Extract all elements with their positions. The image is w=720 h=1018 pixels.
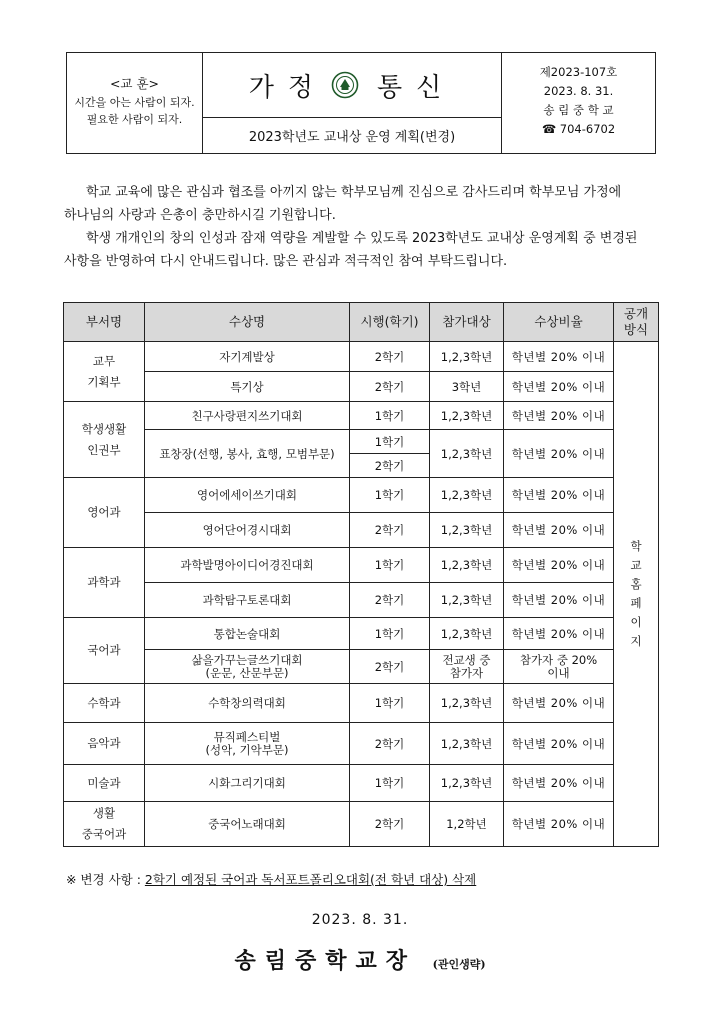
ratio-cell: 학년별 20% 이내 <box>504 802 614 847</box>
award-name: 수학창의력대회 <box>145 684 350 723</box>
table-row <box>64 583 659 618</box>
term-cell: 2학기 <box>350 650 430 684</box>
dept-cell <box>64 402 145 478</box>
dept-name: 학생생활 <box>81 421 127 436</box>
motto-line-1: 시간을 아는 사람이 되자. <box>74 96 195 109</box>
table-row <box>64 723 659 765</box>
newsletter-header <box>66 52 656 154</box>
dept-cell: 미술과 <box>64 765 145 802</box>
ratio-cell: 학년별 20% 이내 <box>504 430 614 478</box>
header-disclosure-line1: 공개 <box>623 306 649 321</box>
newsletter-title <box>203 53 501 118</box>
award-name-line1: 삶을가꾸는글쓰기대회 <box>191 652 303 667</box>
dept-cell <box>64 342 145 402</box>
term-cell: 2학기 <box>350 723 430 765</box>
header-term: 시행(학기) <box>350 303 430 342</box>
table-row <box>64 342 659 372</box>
intro-text <box>64 181 664 273</box>
term-cell: 2학기 <box>350 372 430 402</box>
change-note-body: 2학기 예정된 국어과 독서포트폴리오대회(전 학년 대상) 삭제 <box>144 872 477 887</box>
target-cell: 1,2,3학년 <box>430 765 504 802</box>
target-line1: 전교생 중 <box>442 652 491 667</box>
ratio-cell: 학년별 20% 이내 <box>504 513 614 548</box>
dept-name: 교무 <box>92 353 116 368</box>
award-name: 영어단어경시대회 <box>145 513 350 548</box>
ratio-line1: 참가자 중 20% <box>519 652 598 667</box>
change-note <box>66 870 476 888</box>
award-name <box>145 650 350 684</box>
intro-paragraph-2: 학생 개개인의 창의 인성과 잠재 역량을 계발할 수 있도록 2023학년도 교내상 운영계획 중 변경된 사항을 반영하여 다시 안내드립니다. 많은 관심과 적극적인 참여 부탁드립니다. <box>64 231 638 269</box>
target-cell: 1,2,3학년 <box>430 618 504 650</box>
dept-cell: 영어과 <box>64 478 145 548</box>
target-cell: 1,2,3학년 <box>430 583 504 618</box>
disclosure-char: 학 <box>630 539 642 553</box>
disclosure-method-cell <box>614 342 659 847</box>
dept-name: 생활 <box>92 806 116 820</box>
ratio-cell: 학년별 20% 이내 <box>504 402 614 430</box>
target-cell: 1,2,3학년 <box>430 548 504 583</box>
motto-line-2: 필요한 사람이 되자. <box>86 113 183 126</box>
term-cell: 2학기 <box>350 513 430 548</box>
award-name: 시화그리기대회 <box>145 765 350 802</box>
term-cell: 1학기 <box>350 684 430 723</box>
award-name: 과학탐구토론대회 <box>145 583 350 618</box>
ratio-cell: 학년별 20% 이내 <box>504 684 614 723</box>
header-disclosure <box>614 303 659 342</box>
ratio-cell: 학년별 20% 이내 <box>504 478 614 513</box>
award-name: 특기상 <box>145 372 350 402</box>
term-cell: 2학기 <box>350 342 430 372</box>
award-name: 과학발명아이디어경진대회 <box>145 548 350 583</box>
table-row <box>64 372 659 402</box>
dept-cell: 국어과 <box>64 618 145 684</box>
change-note-prefix: ※ 변경 사항 : <box>66 872 145 887</box>
term-cell: 1학기 <box>350 765 430 802</box>
ratio-cell: 학년별 20% 이내 <box>504 342 614 372</box>
dept-cell: 음악과 <box>64 723 145 765</box>
award-name: 자기계발상 <box>145 342 350 372</box>
newsletter-subtitle: 2023학년도 교내상 운영 계획(변경) <box>248 130 456 145</box>
awards-table <box>63 302 659 847</box>
target-cell: 3학년 <box>430 372 504 402</box>
award-name: 표창장(선행, 봉사, 효행, 모범부문) <box>145 430 350 478</box>
school-name: 송 림 중 학 교 <box>543 103 614 117</box>
ratio-cell: 학년별 20% 이내 <box>504 618 614 650</box>
dept-cell <box>64 802 145 847</box>
title-block <box>203 53 502 153</box>
award-name-line2: (성악, 기악부문) <box>205 742 289 757</box>
seal-omitted-note: (관인생략) <box>432 958 486 971</box>
term-cell: 1학기 <box>350 618 430 650</box>
dept-cell: 수학과 <box>64 684 145 723</box>
ratio-cell: 학년별 20% 이내 <box>504 765 614 802</box>
principal-title: 송림중학교장 <box>234 948 416 974</box>
term-cell: 1학기 <box>350 430 430 454</box>
table-row <box>64 802 659 847</box>
disclosure-char: 페 <box>630 596 642 610</box>
header-dept: 부서명 <box>64 303 145 342</box>
document-info <box>502 53 655 153</box>
dept-cell: 과학과 <box>64 548 145 618</box>
ratio-cell: 학년별 20% 이내 <box>504 548 614 583</box>
disclosure-char: 교 <box>630 558 642 572</box>
table-row <box>64 684 659 723</box>
header-target: 참가대상 <box>430 303 504 342</box>
award-name-line1: 뮤직페스티벌 <box>213 729 281 744</box>
intro-paragraph-1: 학교 교육에 많은 관심과 협조를 아끼지 않는 학부모님께 진심으로 감사드리며 학부모님 가정에 하나님의 사랑과 은총이 충만하시길 기원합니다. <box>64 185 622 223</box>
target-cell: 1,2,3학년 <box>430 723 504 765</box>
ratio-cell: 학년별 20% 이내 <box>504 372 614 402</box>
term-cell: 1학기 <box>350 478 430 513</box>
principal-signature <box>0 944 720 975</box>
target-cell: 1,2,3학년 <box>430 402 504 430</box>
target-cell: 1,2,3학년 <box>430 513 504 548</box>
table-row <box>64 513 659 548</box>
award-name: 중국어노래대회 <box>145 802 350 847</box>
disclosure-char: 지 <box>630 634 642 648</box>
target-cell: 1,2,3학년 <box>430 430 504 478</box>
disclosure-char: 이 <box>630 615 642 629</box>
title-left: 가정 <box>248 72 327 103</box>
award-name: 친구사랑편지쓰기대회 <box>145 402 350 430</box>
ratio-line2: 이내 <box>547 665 570 680</box>
term-cell: 2학기 <box>350 802 430 847</box>
award-name: 영어에세이쓰기대회 <box>145 478 350 513</box>
table-row <box>64 402 659 430</box>
title-right: 통신 <box>377 72 456 103</box>
table-row <box>64 478 659 513</box>
header-disclosure-line2: 방식 <box>623 322 649 337</box>
award-name: 통합논술대회 <box>145 618 350 650</box>
target-cell: 1,2,3학년 <box>430 684 504 723</box>
dept-name: 중국어과 <box>81 827 127 841</box>
ratio-cell: 학년별 20% 이내 <box>504 583 614 618</box>
term-cell: 1학기 <box>350 548 430 583</box>
target-line2: 참가자 <box>449 665 484 680</box>
table-row <box>64 765 659 802</box>
target-cell: 1,2,3학년 <box>430 478 504 513</box>
award-name-line2: (운문, 산문부문) <box>205 665 289 680</box>
table-row <box>64 430 659 454</box>
term-cell: 1학기 <box>350 402 430 430</box>
dept-name: 인권부 <box>87 442 121 457</box>
table-header-row <box>64 303 659 342</box>
footer-date: 2023. 8. 31. <box>311 912 409 928</box>
term-cell: 2학기 <box>350 583 430 618</box>
term-cell: 2학기 <box>350 454 430 478</box>
document-number: 제2023-107호 <box>539 65 618 79</box>
target-cell <box>430 650 504 684</box>
ratio-cell: 학년별 20% 이내 <box>504 723 614 765</box>
table-row <box>64 548 659 583</box>
header-award: 수상명 <box>145 303 350 342</box>
school-motto <box>67 53 203 153</box>
target-cell: 1,2학년 <box>430 802 504 847</box>
document-date: 2023. 8. 31. <box>543 84 614 98</box>
motto-title: <교 훈> <box>109 76 160 91</box>
table-row <box>64 618 659 650</box>
school-emblem-icon <box>331 71 359 99</box>
disclosure-char: 홈 <box>630 577 642 591</box>
table-row <box>64 650 659 684</box>
ratio-cell <box>504 650 614 684</box>
target-cell: 1,2,3학년 <box>430 342 504 372</box>
dept-name: 기획부 <box>87 374 121 389</box>
school-phone: ☎ 704-6702 <box>541 122 616 136</box>
header-ratio: 수상비율 <box>504 303 614 342</box>
award-name <box>145 723 350 765</box>
